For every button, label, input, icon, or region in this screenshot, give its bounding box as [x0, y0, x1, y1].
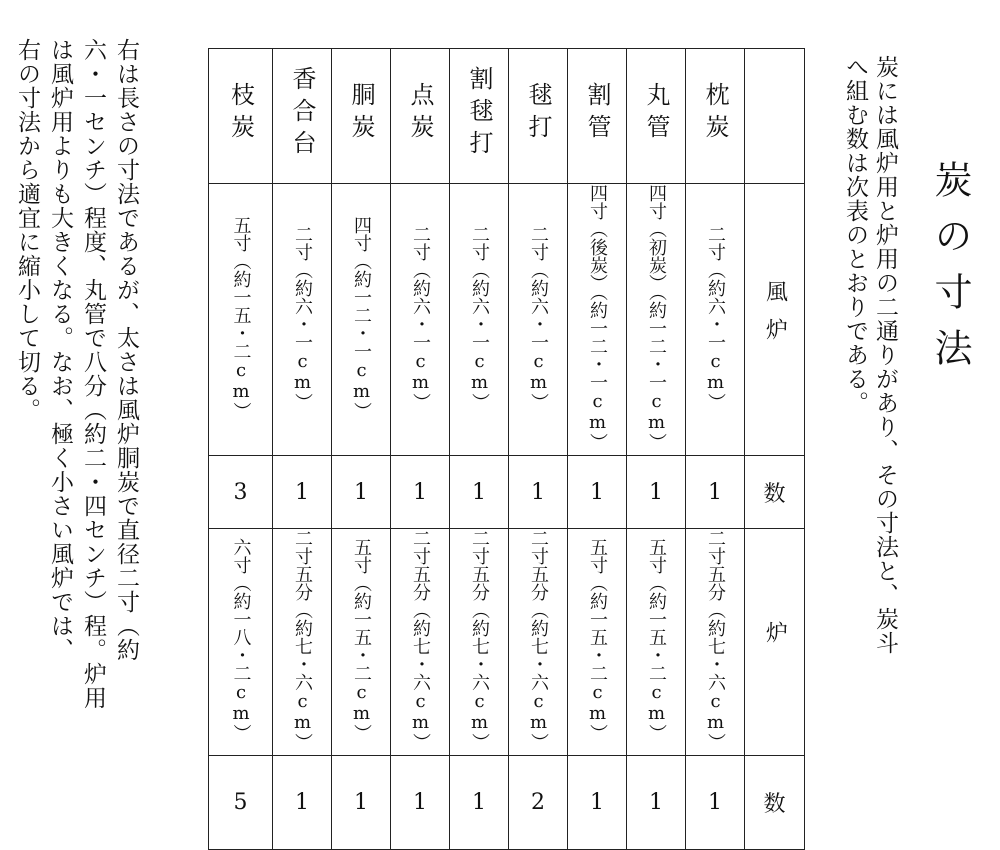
- ro-length: 五寸（約一五・二cm）: [646, 538, 667, 742]
- ro-length: 二寸五分（約七・六cm）: [410, 529, 431, 751]
- table-cell: [686, 756, 745, 850]
- col-name: 点炭: [406, 82, 434, 146]
- furo-length: 二寸（約六・一cm）: [705, 224, 726, 411]
- notes-paragraph: [10, 38, 142, 728]
- furo-count: 3: [233, 479, 248, 505]
- col-name: 割管: [583, 82, 611, 146]
- table-cell: [391, 456, 450, 529]
- ro-count: 1: [649, 790, 663, 815]
- table-cell: [391, 184, 450, 456]
- table-cell: [332, 456, 391, 529]
- table-cell: [209, 184, 273, 456]
- ro-count: 1: [413, 790, 427, 815]
- table-cell: [745, 529, 805, 756]
- col-name: 枕炭: [701, 82, 729, 146]
- intro-line: 炭には風炉用と炉用の二通りがあり、その寸法と、炭斗: [872, 55, 898, 655]
- table-cell: [332, 529, 391, 756]
- table-cell: [450, 184, 509, 456]
- furo-length: 五寸（約一五・二cm）: [230, 215, 252, 420]
- furo-count: 1: [472, 479, 486, 505]
- table-cell: [391, 756, 450, 850]
- table-cell: [273, 184, 332, 456]
- col-name: 丸管: [642, 82, 670, 146]
- furo-length: 四寸（後炭）（約一二・一cm）: [587, 184, 608, 451]
- table-cell: [745, 49, 805, 184]
- table-cell: [273, 529, 332, 756]
- intro-line: へ組む数は次表のとおりである。: [842, 55, 868, 415]
- header-count: 数: [763, 792, 786, 817]
- table-cell: [332, 184, 391, 456]
- ro-length: 六寸（約一八・二cm）: [230, 538, 252, 742]
- row-ro-count: [209, 756, 805, 850]
- col-name: 胴炭: [347, 82, 375, 146]
- furo-count: 1: [590, 479, 604, 505]
- table-cell: [568, 184, 627, 456]
- ro-count: 2: [531, 790, 545, 815]
- ro-count: 1: [472, 790, 486, 815]
- table-cell: [273, 756, 332, 850]
- notes-line: は風炉用よりも大きくなる。なお、極く小さい風炉では、: [47, 38, 73, 662]
- intro-paragraph: [840, 55, 900, 715]
- row-ro-length: [209, 529, 805, 756]
- table-cell: [209, 529, 273, 756]
- ro-length: 二寸五分（約七・六cm）: [469, 529, 490, 751]
- table-cell: [627, 49, 686, 184]
- furo-length: 二寸（約六・一cm）: [410, 224, 431, 411]
- furo-count: 1: [649, 479, 663, 505]
- table-cell: [509, 529, 568, 756]
- ro-count: 1: [708, 790, 722, 815]
- table-cell: [686, 456, 745, 529]
- ro-length: 二寸五分（約七・六cm）: [292, 529, 313, 751]
- notes-line: 右の寸法から適宜に縮小して切る。: [14, 38, 40, 422]
- header-ro: 炉: [762, 621, 788, 659]
- ro-length: 五寸（約一五・二cm）: [351, 538, 372, 742]
- charcoal-size-table: [208, 48, 805, 850]
- col-name: 毬打: [524, 82, 552, 146]
- col-name: 割毬打: [465, 66, 493, 162]
- row-furo-length: [209, 184, 805, 456]
- row-name: [209, 49, 805, 184]
- table-cell: [391, 49, 450, 184]
- furo-length: 二寸（約六・一cm）: [292, 224, 313, 411]
- table-cell: [209, 456, 273, 529]
- furo-count: 1: [708, 479, 722, 505]
- furo-length: 四寸（約一二・一cm）: [351, 215, 372, 420]
- col-name: 枝炭: [226, 82, 255, 146]
- ro-count: 1: [295, 790, 309, 815]
- table-cell: [509, 184, 568, 456]
- furo-count: 1: [354, 479, 368, 505]
- header-count: 数: [763, 481, 786, 507]
- ro-count: 5: [233, 790, 248, 815]
- table-cell: [273, 456, 332, 529]
- table-cell: [332, 756, 391, 850]
- table-cell: [209, 756, 273, 850]
- table-cell: [627, 756, 686, 850]
- table-cell: [568, 456, 627, 529]
- furo-count: 1: [295, 479, 309, 505]
- table-cell: [745, 756, 805, 850]
- row-furo-count: [209, 456, 805, 529]
- table-cell: [450, 529, 509, 756]
- ro-count: 1: [590, 790, 604, 815]
- page-title: 炭の寸法: [928, 160, 972, 384]
- table-cell: [686, 529, 745, 756]
- table-cell: [509, 49, 568, 184]
- table-cell: [686, 49, 745, 184]
- table-cell: [450, 456, 509, 529]
- ro-count: 1: [354, 790, 368, 815]
- furo-length: 四寸（初炭）（約一二・一cm）: [646, 184, 667, 451]
- table-cell: [568, 49, 627, 184]
- furo-length: 二寸（約六・一cm）: [469, 224, 490, 411]
- notes-line: 六・一センチ）程度、丸管で八分（約二・四センチ）程。炉用: [80, 38, 106, 710]
- ro-length: 五寸（約一五・二cm）: [587, 538, 608, 742]
- furo-count: 1: [531, 479, 545, 505]
- ro-length: 二寸五分（約七・六cm）: [528, 529, 549, 751]
- table-cell: [209, 49, 273, 184]
- table-cell: [509, 456, 568, 529]
- ro-length: 二寸五分（約七・六cm）: [705, 529, 726, 751]
- furo-count: 1: [413, 479, 427, 505]
- table-cell: [332, 49, 391, 184]
- table-cell: [745, 456, 805, 529]
- table-cell: [686, 184, 745, 456]
- table-cell: [627, 184, 686, 456]
- table-cell: [391, 529, 450, 756]
- table-cell: [745, 184, 805, 456]
- col-name: 香合台: [288, 66, 316, 162]
- notes-line: 右は長さの寸法であるが、太さは風炉胴炭で直径二寸（約: [113, 38, 139, 662]
- table-cell: [509, 756, 568, 850]
- furo-length: 二寸（約六・一cm）: [528, 224, 549, 411]
- table-cell: [627, 529, 686, 756]
- table-cell: [627, 456, 686, 529]
- table-cell: [568, 529, 627, 756]
- header-furo: 風炉: [762, 279, 788, 356]
- table-cell: [568, 756, 627, 850]
- table-cell: [450, 49, 509, 184]
- table-cell: [273, 49, 332, 184]
- table-cell: [450, 756, 509, 850]
